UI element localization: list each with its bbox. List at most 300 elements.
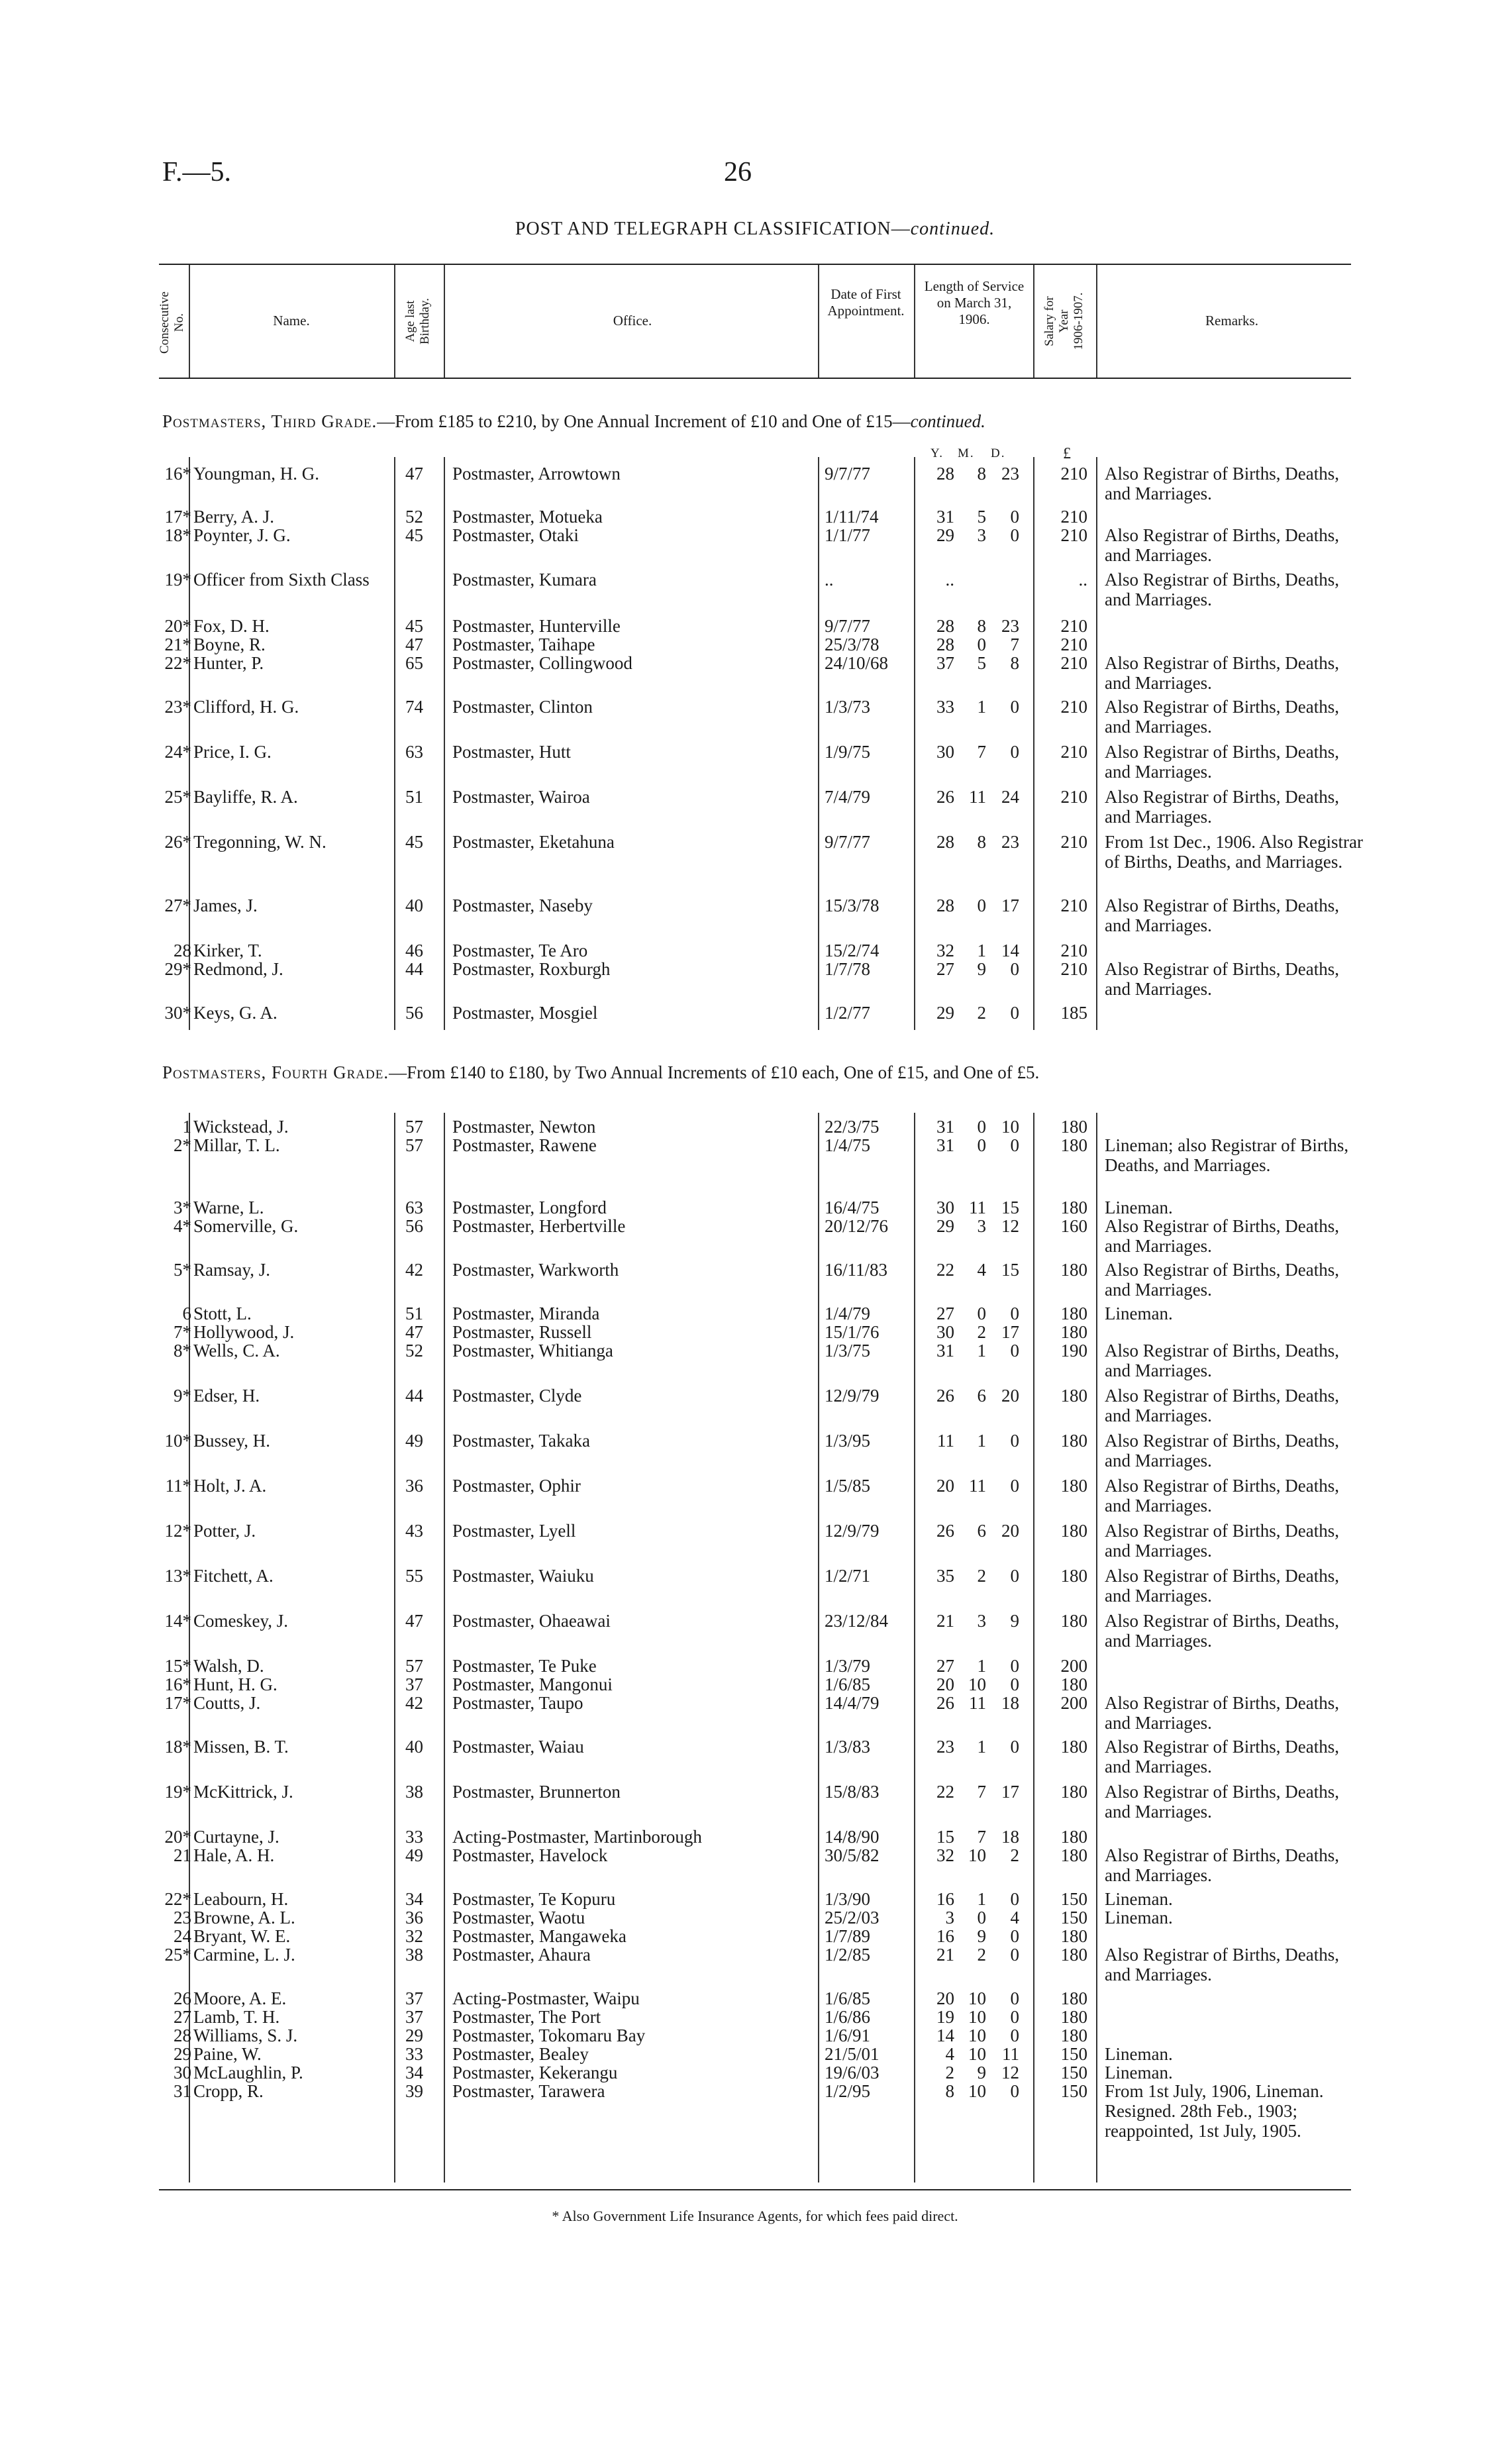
cell-service-years: 30 [936,1322,954,1342]
cell-age: 47 [405,635,423,654]
cell-service-years: 31 [936,1341,954,1360]
cell-consecutive-no: 23* [164,697,191,717]
cell-service-years: 21 [936,1611,954,1631]
cell-service-days: 0 [1010,1674,1019,1694]
cell-office: Postmaster, Mangaweka [452,1926,627,1946]
cell-office: Postmaster, Brunnerton [452,1782,621,1802]
cell-service-years: .. [945,570,954,590]
cell-office: Acting-Postmaster, Waipu [452,1988,640,2008]
cell-service-days: 8 [1010,653,1019,673]
cell-service-days: 0 [1010,1926,1019,1946]
cell-age: 32 [405,1926,423,1946]
cell-name: Bayliffe, R. A. [193,787,298,807]
cell-salary: 180 [1060,1521,1087,1541]
cell-name: Wickstead, J. [193,1117,289,1137]
cell-date: 1/3/75 [825,1341,871,1360]
cell-service-months: 10 [968,2081,986,2101]
cell-service-years: 28 [936,635,954,654]
cell-service-months: 6 [977,1386,986,1406]
cell-remarks: Also Registrar of Births, Deaths, and Marriages. [1105,1216,1339,1256]
cell-name: James, J. [193,896,258,915]
cell-name: Bussey, H. [193,1431,271,1451]
cell-salary: 210 [1060,507,1087,527]
cell-remarks: Also Registrar of Births, Deaths, and Marriages. [1105,525,1339,565]
cell-name: Redmond, J. [193,959,283,979]
cell-date: 16/11/83 [825,1260,888,1280]
cell-office: Postmaster, Eketahuna [452,832,615,852]
cell-remarks: Lineman. [1105,2063,1173,2082]
cell-name: Browne, A. L. [193,1908,295,1927]
cell-consecutive-no: 17* [164,1693,191,1713]
cell-name: Hale, A. H. [193,1845,275,1865]
col-divider [914,265,915,378]
page-number: 26 [724,157,752,187]
cell-name: Tregonning, W. N. [193,832,327,852]
cell-age: 39 [405,2081,423,2101]
col-divider [1033,265,1034,378]
cell-date: 1/11/74 [825,507,879,527]
cell-salary: 180 [1060,1926,1087,1946]
col-divider [394,265,395,378]
cell-age: 43 [405,1521,423,1541]
cell-remarks: Also Registrar of Births, Deaths, and Marriages. [1105,1341,1339,1380]
cell-consecutive-no: 12* [164,1521,191,1541]
cell-service-days: 0 [1010,2081,1019,2101]
cell-remarks: Also Registrar of Births, Deaths, and Marriages. [1105,464,1339,503]
cell-age: 47 [405,464,423,484]
cell-age: 49 [405,1431,423,1451]
cell-date: .. [825,570,834,590]
cell-office: Postmaster, Mangonui [452,1674,613,1694]
cell-office: Postmaster, Roxburgh [452,959,611,979]
cell-service-months: 0 [977,1908,986,1927]
cell-service-months: 10 [968,1988,986,2008]
cell-date: 1/3/90 [825,1889,871,1909]
cell-age: 44 [405,959,423,979]
cell-service-months: 7 [977,742,986,762]
cell-age: 57 [405,1117,423,1137]
cell-age: 42 [405,1260,423,1280]
cell-name: Carmine, L. J. [193,1945,295,1965]
cell-name: Warne, L. [193,1198,264,1217]
cell-consecutive-no: 28 [174,2026,191,2045]
cell-name: Poynter, J. G. [193,525,291,545]
cell-name: Paine, W. [193,2044,262,2064]
cell-remarks: Lineman. [1105,2044,1173,2064]
cell-age: 38 [405,1782,423,1802]
cell-date: 1/9/75 [825,742,871,762]
cell-office: Postmaster, Waiau [452,1737,584,1757]
cell-date: 1/3/95 [825,1431,871,1451]
cell-office: Postmaster, Herbertville [452,1216,626,1236]
cell-office: Postmaster, Havelock [452,1845,608,1865]
cell-service-years: 26 [936,1693,954,1713]
cell-age: 33 [405,1827,423,1847]
cell-service-days: 0 [1010,1341,1019,1360]
cell-remarks: Also Registrar of Births, Deaths, and Marriages. [1105,697,1339,737]
cell-service-months: 3 [977,525,986,545]
cell-salary: 180 [1060,1322,1087,1342]
page-title [0,219,1510,240]
cell-remarks: Also Registrar of Births, Deaths, and Marriages. [1105,742,1339,782]
cell-service-days: 0 [1010,959,1019,979]
cell-consecutive-no: 27 [174,2007,191,2027]
cell-consecutive-no: 19* [164,1782,191,1802]
cell-age: 36 [405,1908,423,1927]
cell-office: Postmaster, Taihape [452,635,595,654]
cell-consecutive-no: 1 [182,1117,191,1137]
cell-salary: 210 [1060,525,1087,545]
cell-office: Postmaster, Hutt [452,742,571,762]
cell-consecutive-no: 26* [164,832,191,852]
cell-date: 15/8/83 [825,1782,880,1802]
cell-office: Postmaster, Ophir [452,1476,581,1496]
cell-salary: 180 [1060,1135,1087,1155]
cell-name: Officer from Sixth Class [193,570,370,590]
cell-salary: 160 [1060,1216,1087,1236]
cell-salary: 210 [1060,653,1087,673]
cell-consecutive-no: 20* [164,1827,191,1847]
cell-remarks: Also Registrar of Births, Deaths, and Marriages. [1105,1845,1339,1885]
cell-office: Postmaster, Warkworth [452,1260,619,1280]
cell-service-months: 11 [969,1198,986,1217]
cell-service-days: 4 [1010,1908,1019,1927]
header-top-rule [159,264,1351,265]
cell-consecutive-no: 29 [174,2044,191,2064]
cell-service-months: 8 [977,616,986,636]
cell-office: Postmaster, Mosgiel [452,1003,598,1023]
cell-service-months: 1 [977,1341,986,1360]
cell-age: 65 [405,653,423,673]
cell-age: 42 [405,1693,423,1713]
cell-service-months: 10 [968,2044,986,2064]
cell-date: 9/7/77 [825,832,871,852]
cell-name: Williams, S. J. [193,2026,298,2045]
salary-unit-pound: £ [1063,445,1072,462]
cell-service-months: 3 [977,1216,986,1236]
cell-office: Postmaster, Hunterville [452,616,621,636]
cell-service-years: 14 [936,2026,954,2045]
service-unit-years: Y. [931,446,944,460]
cell-date: 15/1/76 [825,1322,880,1342]
section-heading-fourth-grade [162,1062,1354,1083]
cell-service-years: 20 [936,1674,954,1694]
col-divider [1096,457,1097,1030]
cell-service-months: 4 [977,1260,986,1280]
cell-service-days: 0 [1010,1476,1019,1496]
cell-date: 1/6/86 [825,2007,871,2027]
cell-date: 1/6/91 [825,2026,871,2045]
cell-service-days: 0 [1010,1945,1019,1965]
cell-office: Postmaster, Kekerangu [452,2063,618,2082]
cell-service-days: 2 [1010,1845,1019,1865]
cell-date: 23/12/84 [825,1611,889,1631]
cell-remarks: From 1st July, 1906, Lineman. Resigned. 28th Feb., 1903; reappointed, 1st July, 1905. [1105,2081,1324,2141]
cell-office: Postmaster, Russell [452,1322,592,1342]
cell-office: Postmaster, Miranda [452,1304,600,1323]
cell-date: 22/3/75 [825,1117,880,1137]
cell-date: 21/5/01 [825,2044,880,2064]
cell-service-years: 11 [937,1431,954,1451]
cell-service-days: 0 [1010,2007,1019,2027]
cell-consecutive-no: 18* [164,525,191,545]
cell-salary: 180 [1060,1198,1087,1217]
section-description: —From £185 to £210, by One Annual Increment of £10 and One of £15— [377,411,911,431]
cell-name: Millar, T. L. [193,1135,280,1155]
cell-service-years: 28 [936,616,954,636]
cell-consecutive-no: 7* [174,1322,191,1342]
cell-remarks: Also Registrar of Births, Deaths, and Marriages. [1105,570,1339,609]
cell-remarks: Also Registrar of Births, Deaths, and Marriages. [1105,1260,1339,1300]
service-unit-months: M. [958,446,975,460]
cell-name: Keys, G. A. [193,1003,277,1023]
header-date: Date of First Appointment. [827,286,905,319]
cell-name: McLaughlin, P. [193,2063,303,2082]
cell-consecutive-no: 11* [165,1476,191,1496]
cell-service-days: 0 [1010,1003,1019,1023]
cell-salary: 210 [1060,896,1087,915]
cell-consecutive-no: 22* [164,1889,191,1909]
header-name: Name. [273,313,310,329]
cell-service-days: 10 [1001,1117,1019,1137]
cell-service-months: 11 [969,787,986,807]
cell-remarks: Also Registrar of Births, Deaths, and Marriages. [1105,653,1339,693]
cell-salary: 150 [1060,2044,1087,2064]
cell-consecutive-no: 23 [174,1908,191,1927]
cell-service-years: 30 [936,1198,954,1217]
cell-service-months: 9 [977,2063,986,2082]
cell-service-months: 1 [977,941,986,960]
cell-remarks: Also Registrar of Births, Deaths, and Marriages. [1105,1782,1339,1822]
cell-service-days: 20 [1001,1521,1019,1541]
cell-age: 74 [405,697,423,717]
cell-consecutive-no: 3* [174,1198,191,1217]
cell-service-days: 0 [1010,1566,1019,1586]
cell-office: Postmaster, Te Puke [452,1656,597,1676]
cell-service-days: 0 [1010,2026,1019,2045]
col-divider [394,457,395,1030]
cell-date: 1/1/77 [825,525,871,545]
cell-service-days: 20 [1001,1386,1019,1406]
cell-date: 1/3/79 [825,1656,871,1676]
cell-service-months: 9 [977,1926,986,1946]
cell-age: 63 [405,1198,423,1217]
cell-salary: 210 [1060,697,1087,717]
cell-service-months: 3 [977,1611,986,1631]
cell-service-years: 20 [936,1988,954,2008]
cell-service-months: 8 [977,832,986,852]
cell-age: 45 [405,832,423,852]
table-bottom-rule [159,2189,1351,2190]
cell-date: 16/4/75 [825,1198,880,1217]
col-divider [1096,1113,1097,2182]
cell-salary: 180 [1060,1611,1087,1631]
cell-age: 52 [405,1341,423,1360]
cell-remarks: Also Registrar of Births, Deaths, and Marriages. [1105,1386,1339,1425]
cell-service-years: 8 [945,2081,954,2101]
cell-service-years: 28 [936,464,954,484]
cell-date: 15/2/74 [825,941,880,960]
cell-service-years: 15 [936,1827,954,1847]
cell-service-years: 37 [936,653,954,673]
cell-age: 46 [405,941,423,960]
cell-service-months: 2 [977,1945,986,1965]
cell-salary: 180 [1060,1845,1087,1865]
cell-name: Edser, H. [193,1386,260,1406]
cell-consecutive-no: 30* [164,1003,191,1023]
cell-service-years: 31 [936,1135,954,1155]
cell-service-months: 0 [977,635,986,654]
cell-salary: 180 [1060,1945,1087,1965]
cell-date: 1/2/71 [825,1566,871,1586]
cell-date: 1/6/85 [825,1988,871,2008]
cell-office: Postmaster, Bealey [452,2044,589,2064]
cell-salary: 180 [1060,1566,1087,1586]
cell-service-days: 23 [1001,464,1019,484]
cell-salary: 180 [1060,1782,1087,1802]
cell-service-years: 16 [936,1926,954,1946]
cell-service-months: 10 [968,1845,986,1865]
cell-name: Cropp, R. [193,2081,264,2101]
cell-name: Leabourn, H. [193,1889,289,1909]
cell-consecutive-no: 17* [164,507,191,527]
cell-service-years: 28 [936,896,954,915]
cell-consecutive-no: 21* [164,635,191,654]
cell-remarks: Also Registrar of Births, Deaths, and Marriages. [1105,787,1339,827]
cell-age: 47 [405,1322,423,1342]
cell-age: 52 [405,507,423,527]
section-heading-third-grade [162,411,1354,432]
cell-service-years: 33 [936,697,954,717]
cell-date: 15/3/78 [825,896,880,915]
cell-service-months: 2 [977,1322,986,1342]
cell-salary: 210 [1060,616,1087,636]
cell-remarks: Also Registrar of Births, Deaths, and Marriages. [1105,1611,1339,1651]
cell-name: Ramsay, J. [193,1260,270,1280]
cell-service-months: 2 [977,1003,986,1023]
cell-date: 9/7/77 [825,464,871,484]
cell-office: Postmaster, Waiuku [452,1566,594,1586]
cell-service-days: 9 [1010,1611,1019,1631]
col-divider [914,1113,915,2182]
cell-office: Postmaster, Newton [452,1117,596,1137]
cell-date: 25/2/03 [825,1908,880,1927]
cell-service-years: 32 [936,941,954,960]
cell-service-days: 0 [1010,1737,1019,1757]
cell-name: Hollywood, J. [193,1322,295,1342]
cell-office: Postmaster, Motueka [452,507,603,527]
cell-name: Fox, D. H. [193,616,270,636]
cell-service-days: 23 [1001,616,1019,636]
cell-remarks: Also Registrar of Births, Deaths, and Marriages. [1105,1693,1339,1733]
cell-date: 1/3/83 [825,1737,871,1757]
cell-office: Postmaster, Naseby [452,896,593,915]
cell-office: Postmaster, Whitianga [452,1341,613,1360]
cell-age: 47 [405,1611,423,1631]
cell-remarks: Also Registrar of Births, Deaths, and Marriages. [1105,1476,1339,1515]
cell-service-months: 1 [977,1889,986,1909]
header-age: Age last Birthday. [403,298,432,345]
cell-service-years: 21 [936,1945,954,1965]
cell-remarks: Also Registrar of Births, Deaths, and Marriages. [1105,959,1339,999]
cell-date: 14/4/79 [825,1693,880,1713]
cell-office: Postmaster, Clyde [452,1386,582,1406]
cell-service-months: 0 [977,1135,986,1155]
cell-service-years: 22 [936,1260,954,1280]
cell-date: 1/3/73 [825,697,871,717]
section-continued: continued. [910,411,985,431]
cell-date: 1/7/89 [825,1926,871,1946]
cell-service-months: 1 [977,697,986,717]
cell-service-days: 0 [1010,1304,1019,1323]
cell-remarks: Lineman. [1105,1889,1173,1909]
cell-service-years: 19 [936,2007,954,2027]
cell-name: Curtayne, J. [193,1827,279,1847]
cell-consecutive-no: 14* [164,1611,191,1631]
cell-consecutive-no: 24* [164,742,191,762]
cell-service-years: 31 [936,1117,954,1137]
cell-age: 34 [405,2063,423,2082]
cell-service-days: 12 [1001,1216,1019,1236]
cell-consecutive-no: 16* [164,464,191,484]
cell-service-days: 0 [1010,1988,1019,2008]
cell-service-months: 1 [977,1431,986,1451]
cell-service-months: 7 [977,1827,986,1847]
cell-office: Postmaster, Rawene [452,1135,597,1155]
cell-date: 19/6/03 [825,2063,880,2082]
cell-service-years: 20 [936,1476,954,1496]
cell-age: 40 [405,1737,423,1757]
cell-name: Clifford, H. G. [193,697,299,717]
cell-remarks: Lineman; also Registrar of Births, Deaths, and Marriages. [1105,1135,1349,1175]
cell-consecutive-no: 8* [174,1341,191,1360]
cell-salary: 200 [1060,1693,1087,1713]
cell-office: Postmaster, Taupo [452,1693,583,1713]
cell-service-days: 23 [1001,832,1019,852]
cell-consecutive-no: 6 [182,1304,191,1323]
cell-service-years: 29 [936,1003,954,1023]
cell-age: 57 [405,1656,423,1676]
cell-service-years: 23 [936,1737,954,1757]
cell-service-months: 0 [977,896,986,915]
cell-date: 1/7/78 [825,959,871,979]
cell-service-years: 16 [936,1889,954,1909]
cell-consecutive-no: 10* [164,1431,191,1451]
cell-office: Acting-Postmaster, Martinborough [452,1827,702,1847]
cell-salary: 185 [1060,1003,1087,1023]
cell-age: 38 [405,1945,423,1965]
cell-salary: 200 [1060,1656,1087,1676]
service-unit-days: D. [991,446,1006,460]
cell-office: Postmaster, Otaki [452,525,579,545]
header-consecutive-no: Consecutive No. [158,291,186,354]
cell-remarks: Also Registrar of Births, Deaths, and Marriages. [1105,1566,1339,1606]
cell-service-years: 22 [936,1782,954,1802]
cell-name: Moore, A. E. [193,1988,287,2008]
cell-consecutive-no: 15* [164,1656,191,1676]
cell-name: McKittrick, J. [193,1782,293,1802]
cell-age: 63 [405,742,423,762]
cell-service-months: 10 [968,2026,986,2045]
cell-salary: 150 [1060,1889,1087,1909]
cell-service-days: 17 [1001,1322,1019,1342]
cell-service-days: 11 [1002,2044,1019,2064]
cell-office: Postmaster, Lyell [452,1521,576,1541]
cell-age: 57 [405,1135,423,1155]
cell-service-years: 26 [936,1521,954,1541]
cell-service-months: 10 [968,2007,986,2027]
cell-service-days: 12 [1001,2063,1019,2082]
